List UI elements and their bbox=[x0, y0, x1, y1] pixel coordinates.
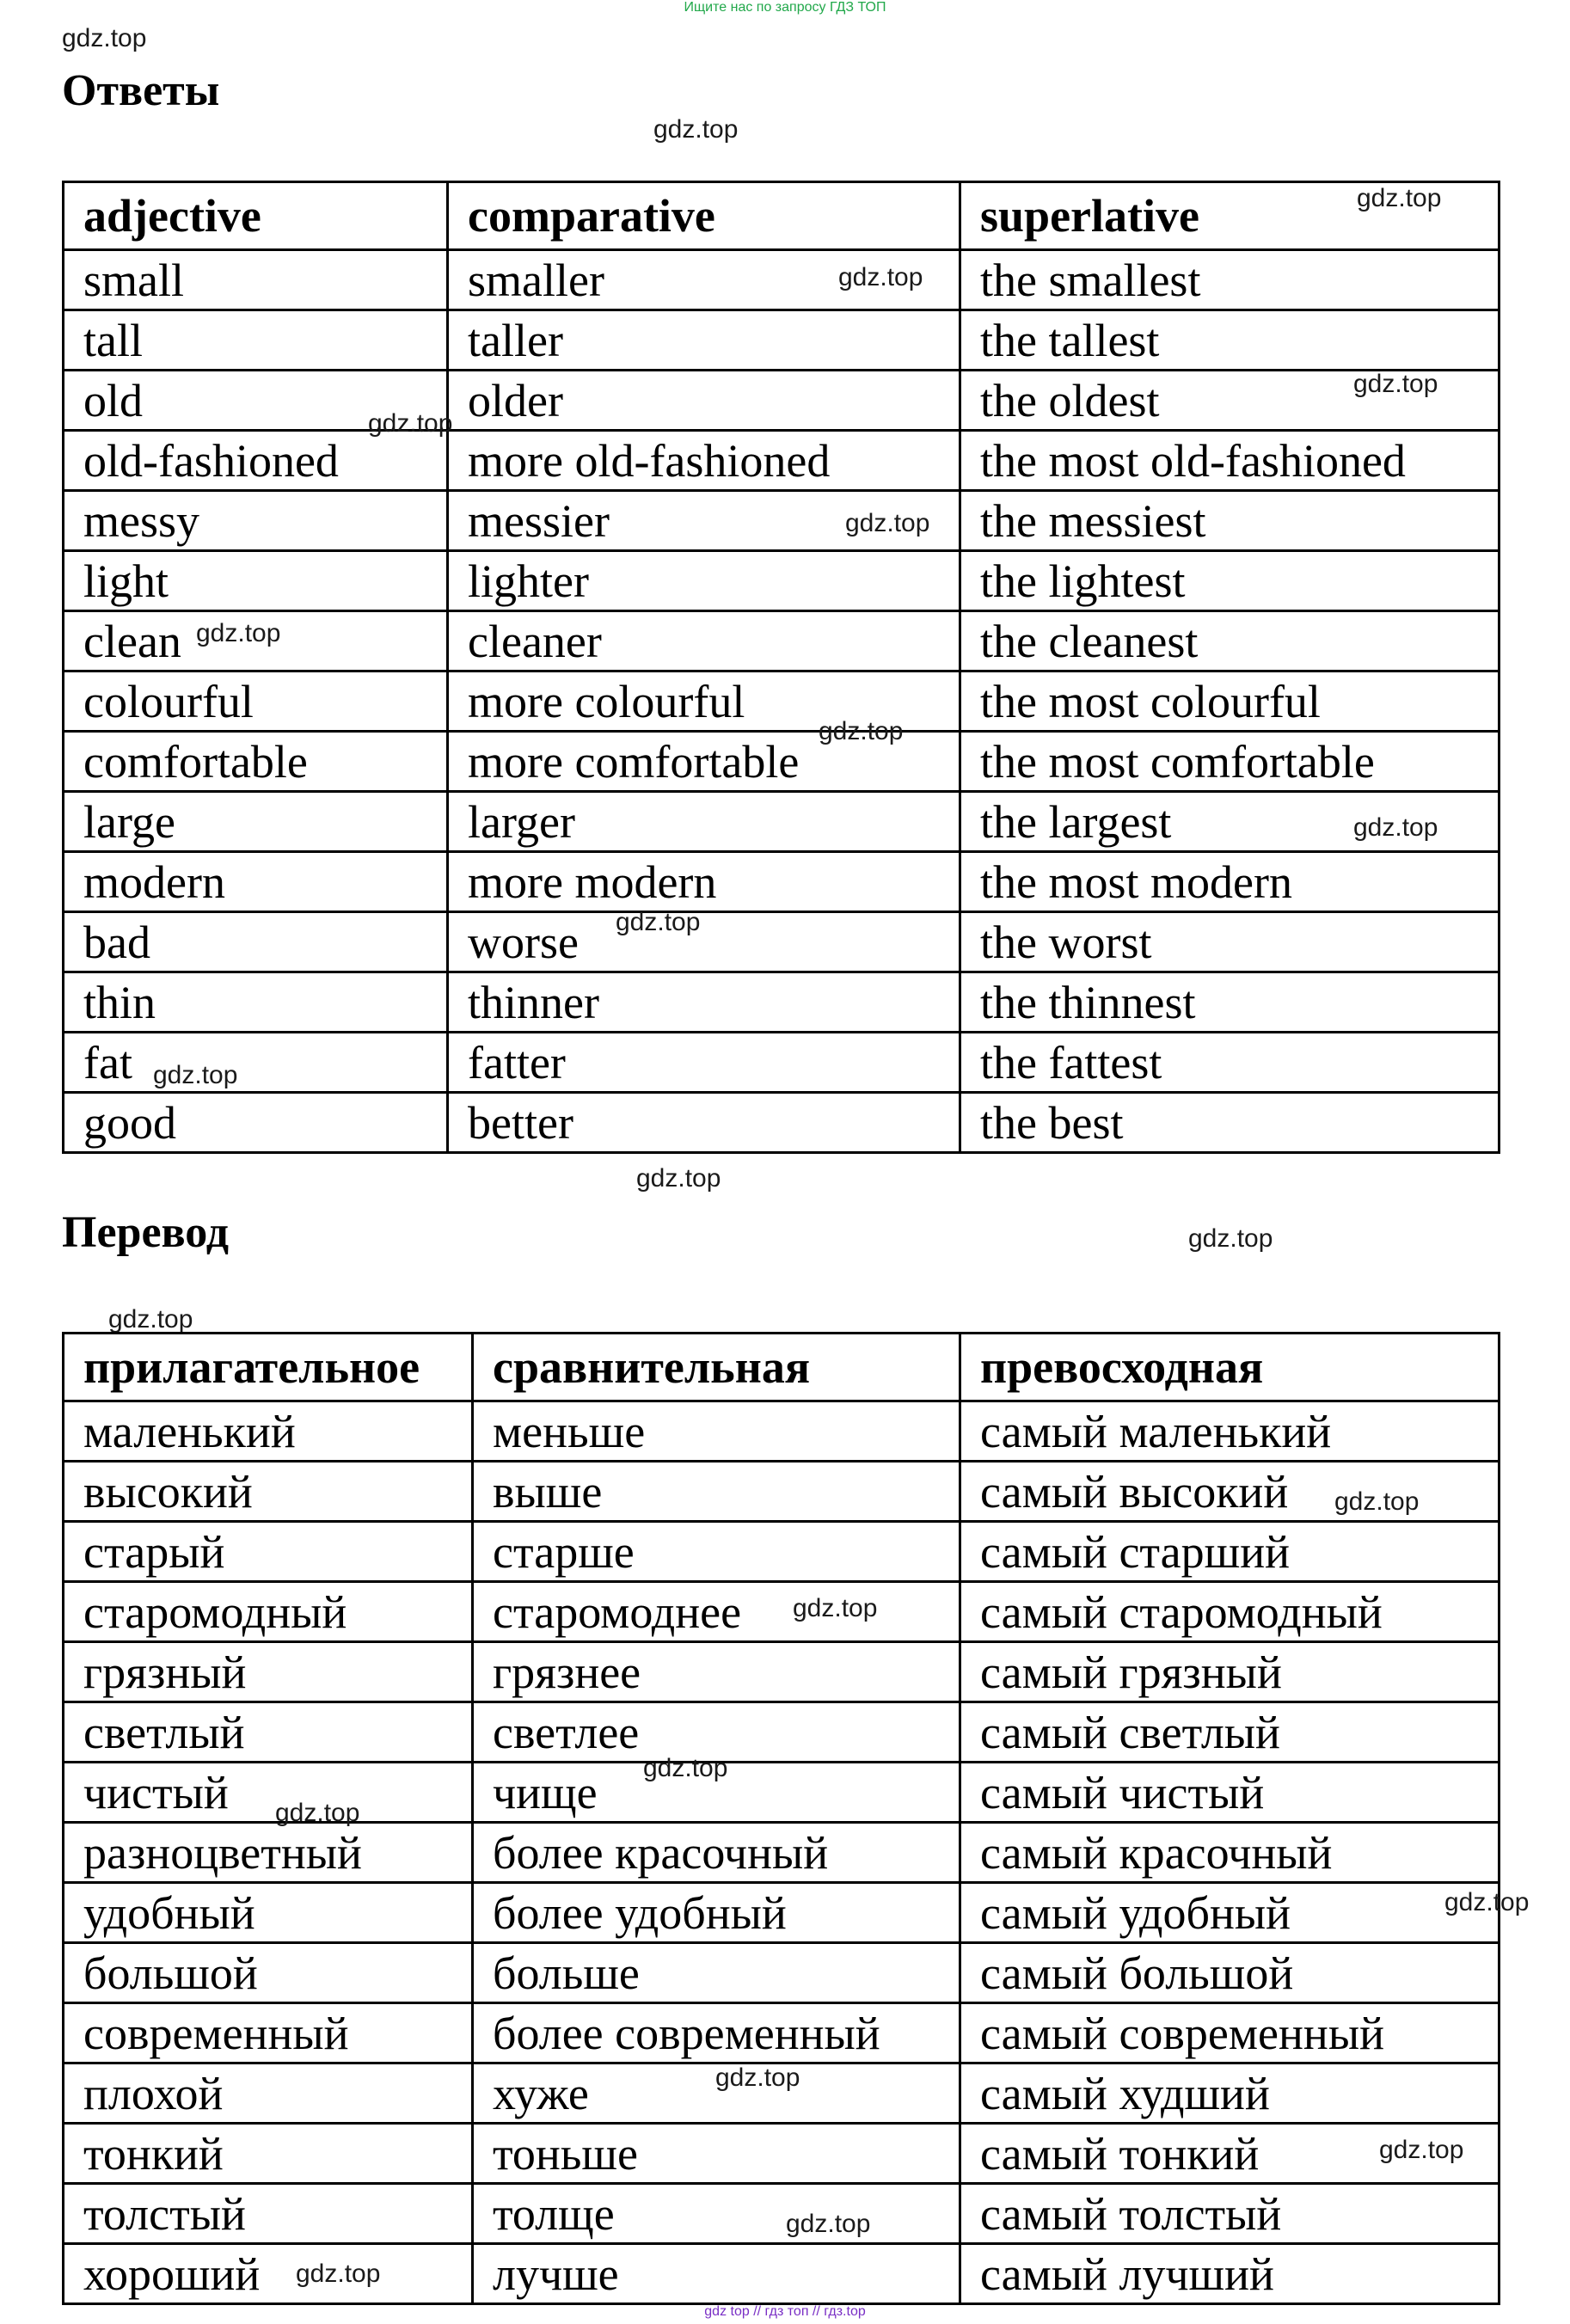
table-row bbox=[64, 1462, 1499, 1522]
superlative-cell: the most modern bbox=[960, 852, 1499, 912]
adjective-cell: large bbox=[64, 792, 448, 852]
table-row bbox=[64, 912, 1499, 972]
superlative-cell: самый современный bbox=[960, 2003, 1499, 2063]
comparative-cell: чище bbox=[473, 1763, 960, 1823]
comparative-cell: меньше bbox=[473, 1401, 960, 1462]
adjective-cell: хороший bbox=[64, 2244, 473, 2304]
comparative-cell: cleaner bbox=[448, 611, 960, 671]
superlative-cell: самый старомодный bbox=[960, 1582, 1499, 1642]
table-row bbox=[64, 1522, 1499, 1582]
superlative-cell: самый маленький bbox=[960, 1401, 1499, 1462]
watermark: gdz.top bbox=[368, 409, 453, 438]
watermark: gdz.top bbox=[62, 24, 147, 52]
table-row bbox=[64, 852, 1499, 912]
superlative-cell: the most old-fashioned bbox=[960, 431, 1499, 491]
superlative-cell: самый удобный bbox=[960, 1883, 1499, 1943]
comparative-cell: fatter bbox=[448, 1033, 960, 1093]
watermark: gdz.top bbox=[838, 263, 923, 291]
adjective-cell: modern bbox=[64, 852, 448, 912]
superlative-cell: самый старший bbox=[960, 1522, 1499, 1582]
adjective-cell: удобный bbox=[64, 1883, 473, 1943]
superlative-cell: the largest bbox=[960, 792, 1499, 852]
table-row bbox=[64, 1702, 1499, 1763]
watermark: gdz.top bbox=[715, 2063, 800, 2092]
top-banner: Ищите нас по запросу ГДЗ ТОП bbox=[684, 0, 886, 15]
superlative-cell: самый тонкий bbox=[960, 2124, 1499, 2184]
comparative-cell: светлее bbox=[473, 1702, 960, 1763]
superlative-cell: самый красочный bbox=[960, 1823, 1499, 1883]
header-cell: превосходная bbox=[960, 1334, 1499, 1401]
table-row bbox=[64, 2184, 1499, 2244]
comparative-cell: более удобный bbox=[473, 1883, 960, 1943]
comparative-cell: smaller bbox=[448, 250, 960, 310]
superlative-cell: самый высокий bbox=[960, 1462, 1499, 1522]
watermark: gdz.top bbox=[643, 1754, 728, 1782]
watermark: gdz.top bbox=[153, 1061, 238, 1089]
table-row bbox=[64, 2124, 1499, 2184]
table-row bbox=[64, 671, 1499, 732]
comparative-cell: older bbox=[448, 371, 960, 431]
adjective-cell: большой bbox=[64, 1943, 473, 2003]
watermark: gdz.top bbox=[616, 908, 701, 936]
adjective-cell: старомодный bbox=[64, 1582, 473, 1642]
adjective-cell: bad bbox=[64, 912, 448, 972]
table-row bbox=[64, 972, 1499, 1033]
answers-table bbox=[62, 181, 1500, 1154]
superlative-cell: самый чистый bbox=[960, 1763, 1499, 1823]
comparative-cell: старше bbox=[473, 1522, 960, 1582]
watermark: gdz.top bbox=[845, 509, 930, 537]
header-cell: сравнительная bbox=[473, 1334, 960, 1401]
adjective-cell: old bbox=[64, 371, 448, 431]
table-row bbox=[64, 1582, 1499, 1642]
superlative-cell: самый большой bbox=[960, 1943, 1499, 2003]
header-cell: superlative bbox=[960, 182, 1499, 250]
adjective-cell: clean bbox=[64, 611, 448, 671]
superlative-cell: the thinnest bbox=[960, 972, 1499, 1033]
comparative-cell: more modern bbox=[448, 852, 960, 912]
header-cell: comparative bbox=[448, 182, 960, 250]
superlative-cell: самый грязный bbox=[960, 1642, 1499, 1702]
comparative-cell: толще bbox=[473, 2184, 960, 2244]
superlative-cell: the most comfortable bbox=[960, 732, 1499, 792]
table-row bbox=[64, 1093, 1499, 1153]
comparative-cell: лучше bbox=[473, 2244, 960, 2304]
watermark: gdz.top bbox=[636, 1164, 721, 1193]
adjective-cell: messy bbox=[64, 491, 448, 551]
watermark: gdz.top bbox=[1357, 184, 1442, 212]
comparative-cell: messier bbox=[448, 491, 960, 551]
adjective-cell: толстый bbox=[64, 2184, 473, 2244]
table-header-row bbox=[64, 1334, 1499, 1401]
comparative-cell: worse bbox=[448, 912, 960, 972]
adjective-cell: современный bbox=[64, 2003, 473, 2063]
comparative-cell: more comfortable bbox=[448, 732, 960, 792]
superlative-cell: the best bbox=[960, 1093, 1499, 1153]
watermark: gdz.top bbox=[786, 2210, 871, 2238]
comparative-cell: larger bbox=[448, 792, 960, 852]
header-cell: adjective bbox=[64, 182, 448, 250]
superlative-cell: the smallest bbox=[960, 250, 1499, 310]
adjective-cell: грязный bbox=[64, 1642, 473, 1702]
watermark: gdz.top bbox=[793, 1594, 878, 1622]
comparative-cell: более современный bbox=[473, 2003, 960, 2063]
superlative-cell: самый толстый bbox=[960, 2184, 1499, 2244]
adjective-cell: good bbox=[64, 1093, 448, 1153]
adjective-cell: тонкий bbox=[64, 2124, 473, 2184]
adjective-cell: разноцветный bbox=[64, 1823, 473, 1883]
comparative-cell: выше bbox=[473, 1462, 960, 1522]
comparative-cell: thinner bbox=[448, 972, 960, 1033]
watermark: gdz.top bbox=[1379, 2136, 1464, 2164]
table-header-row bbox=[64, 182, 1499, 250]
table-row bbox=[64, 1033, 1499, 1093]
watermark: gdz.top bbox=[1353, 813, 1438, 842]
superlative-cell: the cleanest bbox=[960, 611, 1499, 671]
adjective-cell: чистый bbox=[64, 1763, 473, 1823]
comparative-cell: better bbox=[448, 1093, 960, 1153]
bottom-banner: gdz top // гдз топ // гдз.top bbox=[704, 2304, 866, 2319]
adjective-cell: comfortable bbox=[64, 732, 448, 792]
translation-title: Перевод bbox=[62, 1208, 230, 1257]
comparative-cell: старомоднее bbox=[473, 1582, 960, 1642]
watermark: gdz.top bbox=[1353, 370, 1438, 398]
adjective-cell: fat bbox=[64, 1033, 448, 1093]
adjective-cell: light bbox=[64, 551, 448, 611]
superlative-cell: the messiest bbox=[960, 491, 1499, 551]
table-row bbox=[64, 250, 1499, 310]
watermark: gdz.top bbox=[1188, 1224, 1273, 1253]
watermark: gdz.top bbox=[296, 2260, 381, 2288]
superlative-cell: the tallest bbox=[960, 310, 1499, 371]
answers-title: Ответы bbox=[62, 66, 220, 115]
table-row bbox=[64, 792, 1499, 852]
adjective-cell: плохой bbox=[64, 2063, 473, 2124]
superlative-cell: the fattest bbox=[960, 1033, 1499, 1093]
comparative-cell: more colourful bbox=[448, 671, 960, 732]
table-row bbox=[64, 431, 1499, 491]
comparative-cell: тоньше bbox=[473, 2124, 960, 2184]
comparative-cell: lighter bbox=[448, 551, 960, 611]
superlative-cell: the worst bbox=[960, 912, 1499, 972]
watermark: gdz.top bbox=[108, 1305, 193, 1334]
adjective-cell: старый bbox=[64, 1522, 473, 1582]
table-row bbox=[64, 310, 1499, 371]
superlative-cell: самый лучший bbox=[960, 2244, 1499, 2304]
superlative-cell: the oldest bbox=[960, 371, 1499, 431]
table-row bbox=[64, 491, 1499, 551]
comparative-cell: хуже bbox=[473, 2063, 960, 2124]
superlative-cell: the most colourful bbox=[960, 671, 1499, 732]
comparative-cell: больше bbox=[473, 1943, 960, 2003]
superlative-cell: самый худший bbox=[960, 2063, 1499, 2124]
table-row bbox=[64, 1943, 1499, 2003]
comparative-cell: more old-fashioned bbox=[448, 431, 960, 491]
watermark: gdz.top bbox=[653, 115, 739, 144]
comparative-cell: taller bbox=[448, 310, 960, 371]
table-row bbox=[64, 1883, 1499, 1943]
header-cell: прилагательное bbox=[64, 1334, 473, 1401]
watermark: gdz.top bbox=[1334, 1487, 1420, 1516]
adjective-cell: thin bbox=[64, 972, 448, 1033]
adjective-cell: small bbox=[64, 250, 448, 310]
watermark: gdz.top bbox=[1444, 1888, 1530, 1916]
table-row bbox=[64, 2003, 1499, 2063]
adjective-cell: old-fashioned bbox=[64, 431, 448, 491]
table-row bbox=[64, 1823, 1499, 1883]
table-row bbox=[64, 551, 1499, 611]
superlative-cell: самый светлый bbox=[960, 1702, 1499, 1763]
adjective-cell: tall bbox=[64, 310, 448, 371]
comparative-cell: грязнее bbox=[473, 1642, 960, 1702]
superlative-cell: the lightest bbox=[960, 551, 1499, 611]
table-row bbox=[64, 371, 1499, 431]
table-row bbox=[64, 2244, 1499, 2304]
adjective-cell: высокий bbox=[64, 1462, 473, 1522]
watermark: gdz.top bbox=[275, 1799, 360, 1827]
adjective-cell: colourful bbox=[64, 671, 448, 732]
watermark: gdz.top bbox=[196, 619, 281, 647]
table-row bbox=[64, 1642, 1499, 1702]
table-row bbox=[64, 732, 1499, 792]
comparative-cell: более красочный bbox=[473, 1823, 960, 1883]
adjective-cell: светлый bbox=[64, 1702, 473, 1763]
adjective-cell: маленький bbox=[64, 1401, 473, 1462]
table-row bbox=[64, 1401, 1499, 1462]
watermark: gdz.top bbox=[819, 717, 904, 745]
